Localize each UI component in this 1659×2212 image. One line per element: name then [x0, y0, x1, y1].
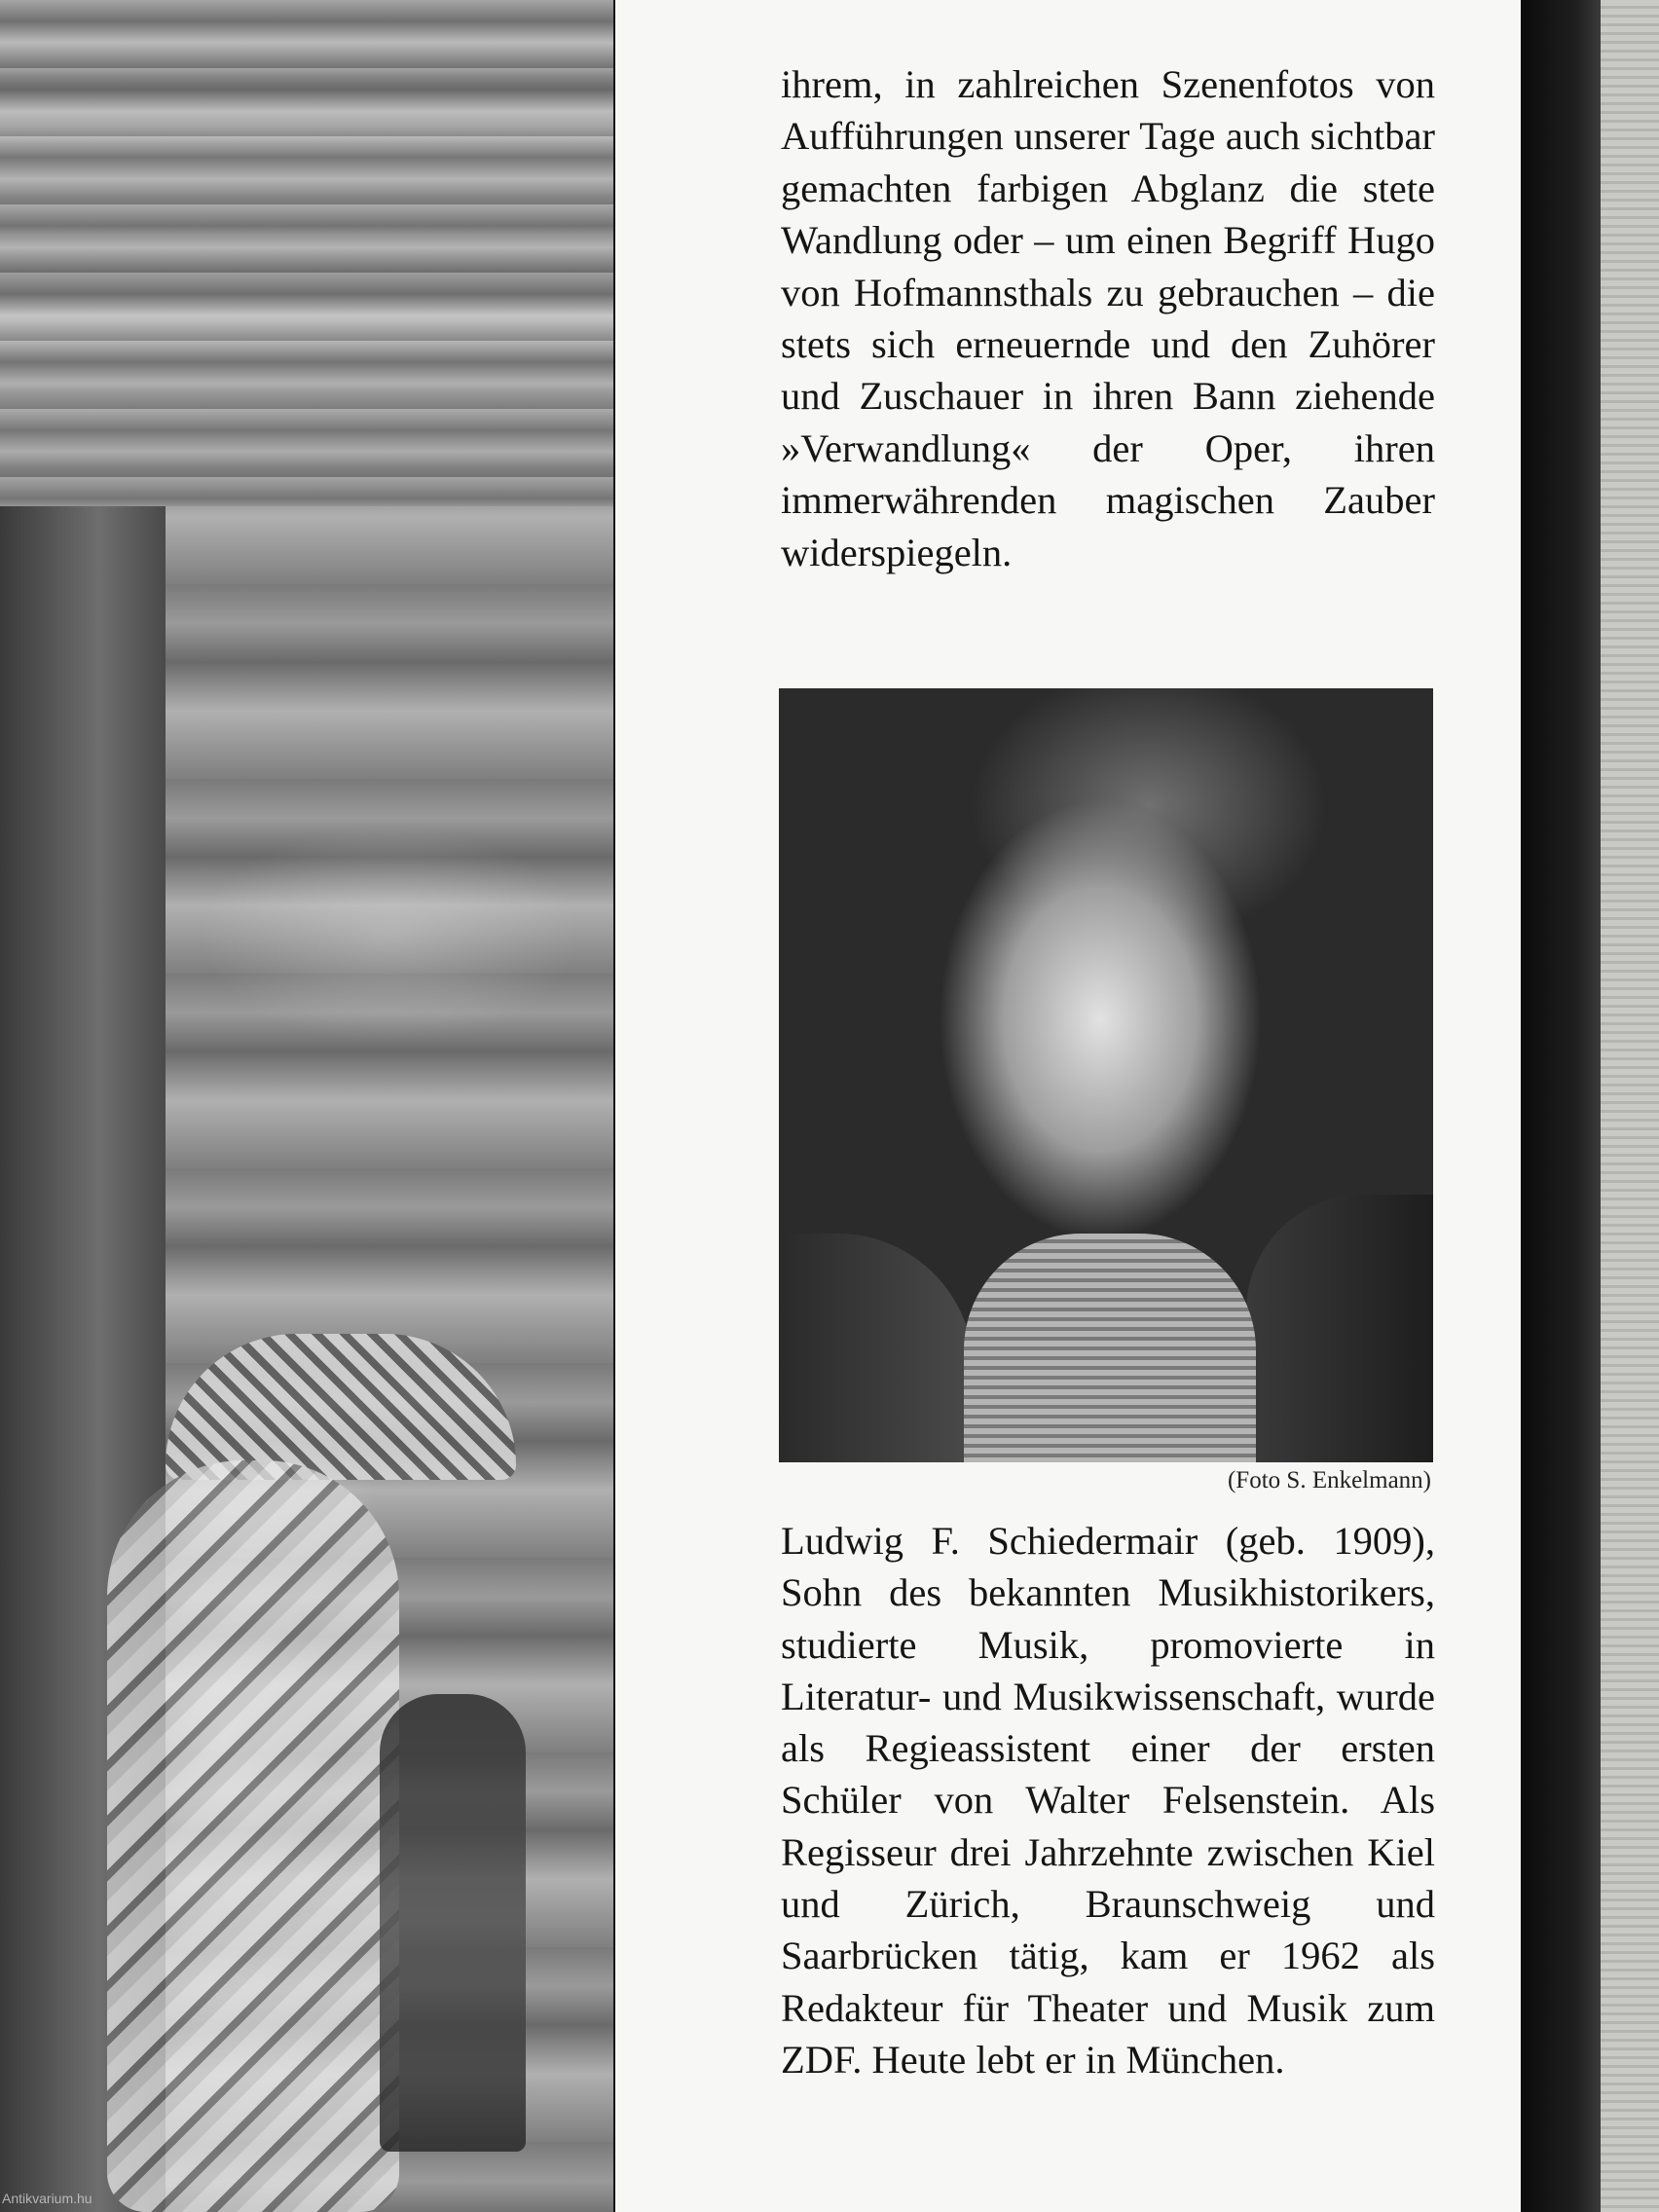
intro-paragraph: ihrem, in zahlreichen Szenenfotos von Aufführungen unserer Tage auch sichtbar gemachten farbigen Abglanz die stete Wandlung oder – um einen Begriff Hugo von Hofmannsthals zu gebrauchen – die stets sich erneuernde und den Zuhörer und Zuschauer in ihren Bann ziehende »Verwandlung« der Oper, ihren immerwährenden magischen Zauber widerspiegeln. [781, 62, 1435, 574]
turtleneck-collar [964, 1234, 1256, 1462]
stage-scene-photo [0, 0, 613, 2212]
author-bio-paragraph: Ludwig F. Schiedermair (geb. 1909), Sohn des bekannten Musikhistorikers, studierte Musik, promovierte in Literatur- und Musikwissenschaft, wurde als Regieassistent einer der ersten Schüler von Walter Felsenstein. Als Regisseur drei Jahrzehnte zwischen Kiel und Zürich, Braunschweig und Saarbrücken tätig, kam er 1962 als Redakteur für Theater und Musik zum ZDF. Heute lebt er in München. [781, 1519, 1435, 2082]
jacket-left [779, 1234, 974, 1462]
photo-credit: (Foto S. Enkelmann) [1227, 1467, 1431, 1493]
ceiling-moulding [0, 0, 613, 506]
jacket-right [1246, 1195, 1433, 1462]
costumed-figures [107, 1460, 399, 2212]
author-portrait-photo [779, 688, 1433, 1462]
watermark: Antikvarium.hu [2, 2191, 92, 2206]
parasol [166, 1334, 516, 1480]
ornate-chair [380, 1694, 526, 2152]
page-gutter-shadow [1521, 0, 1601, 2212]
next-page-edge [1601, 0, 1659, 2212]
